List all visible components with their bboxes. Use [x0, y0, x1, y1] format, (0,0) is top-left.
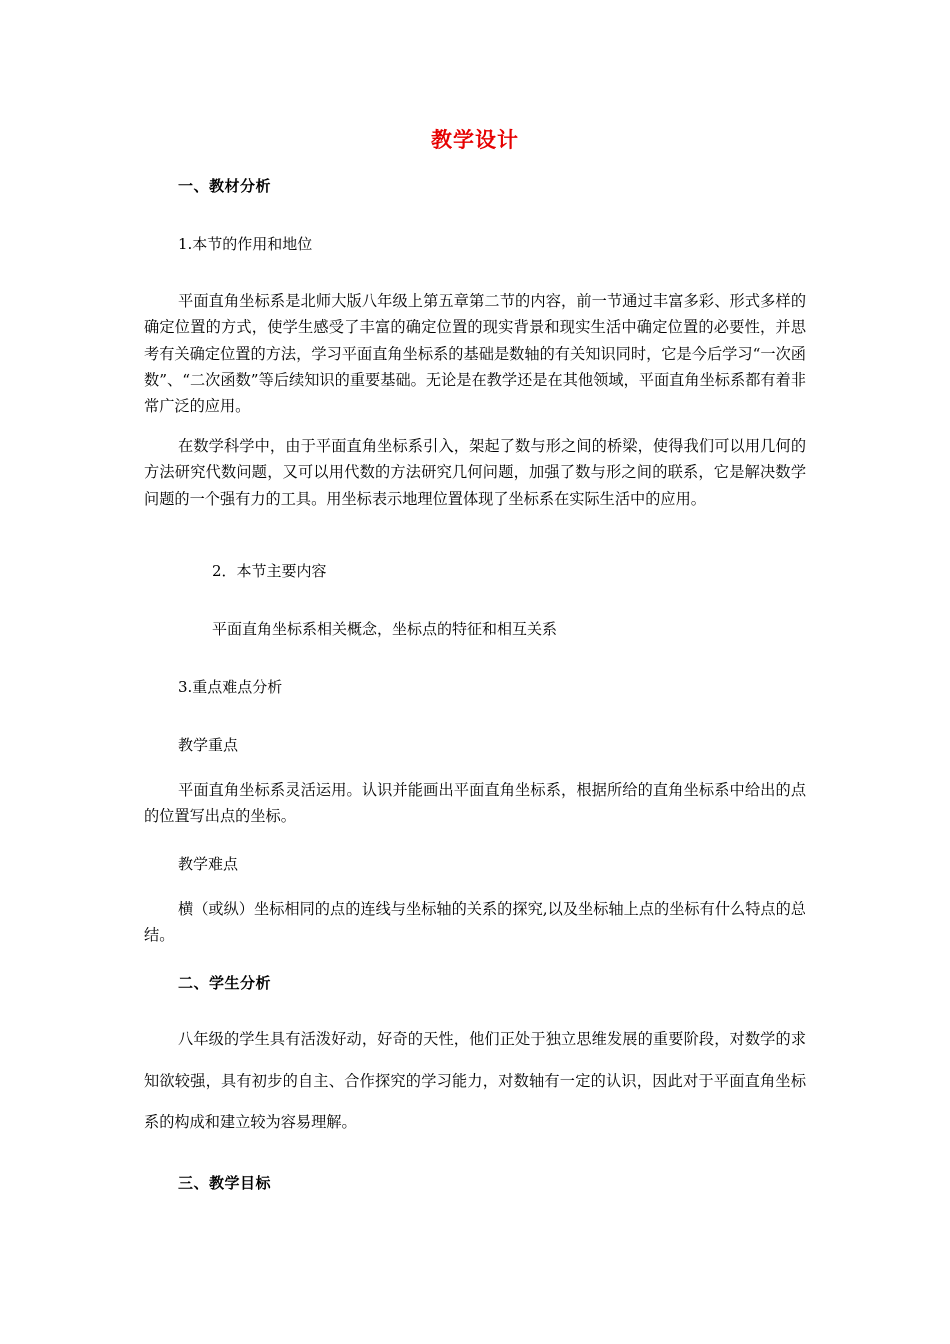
main-content-text: 平面直角坐标系相关概念，坐标点的特征和相互关系: [212, 620, 558, 638]
section-heading-textbook-analysis: 一、教材分析: [178, 177, 272, 195]
document-title: 教学设计: [431, 128, 519, 152]
paragraph-student-analysis: 八年级的学生具有活泼好动，好奇的天性，他们正处于独立思维发展的重要阶段，对数学的求知欲较强，具有初步的自主、合作探究的学习能力，对数轴有一定的认识，因此对于平面直角坐标系的构成和建立较为容易理解。: [144, 1030, 806, 1131]
paragraph-significance: 在数学科学中，由于平面直角坐标系引入，架起了数与形之间的桥梁，使得我们可以用几何的方法研究代数问题，又可以用代数的方法研究几何问题，加强了数与形之间的联系，它是解决数学问题的一个强有力的工具。用坐标表示地理位置体现了坐标系在实际生活中的应用。: [144, 437, 806, 508]
teaching-difficulty-label: 教学难点: [178, 855, 239, 873]
subsection-key-difficult-points: 3.重点难点分析: [178, 678, 283, 696]
section-heading-student-analysis: 二、学生分析: [178, 974, 272, 992]
subsection-role-and-position: 1.本节的作用和地位: [178, 235, 313, 253]
teaching-key-point-label: 教学重点: [178, 736, 239, 754]
teaching-difficulty-text: 横（或纵）坐标相同的点的连线与坐标轴的关系的探究,以及坐标轴上点的坐标有什么特点的总结。: [144, 900, 806, 945]
section-heading-teaching-objectives: 三、教学目标: [178, 1174, 272, 1192]
teaching-key-point-text: 平面直角坐标系灵活运用。认识并能画出平面直角坐标系，根据所给的直角坐标系中给出的点的位置写出点的坐标。: [144, 781, 806, 826]
paragraph-role: 平面直角坐标系是北师大版八年级上第五章第二节的内容，前一节通过丰富多彩、形式多样的确定位置的方式，使学生感受了丰富的确定位置的现实背景和现实生活中确定位置的必要性，并思考有关确定位置的方法，学习平面直角坐标系的基础是数轴的有关知识同时，它是今后学习“一次函数”、“二次函数”等后续知识的重要基础。无论是在教学还是在其他领域，平面直角坐标系都有着非常广泛的应用。: [144, 292, 806, 416]
subsection-main-content: 2．本节主要内容: [212, 562, 327, 580]
